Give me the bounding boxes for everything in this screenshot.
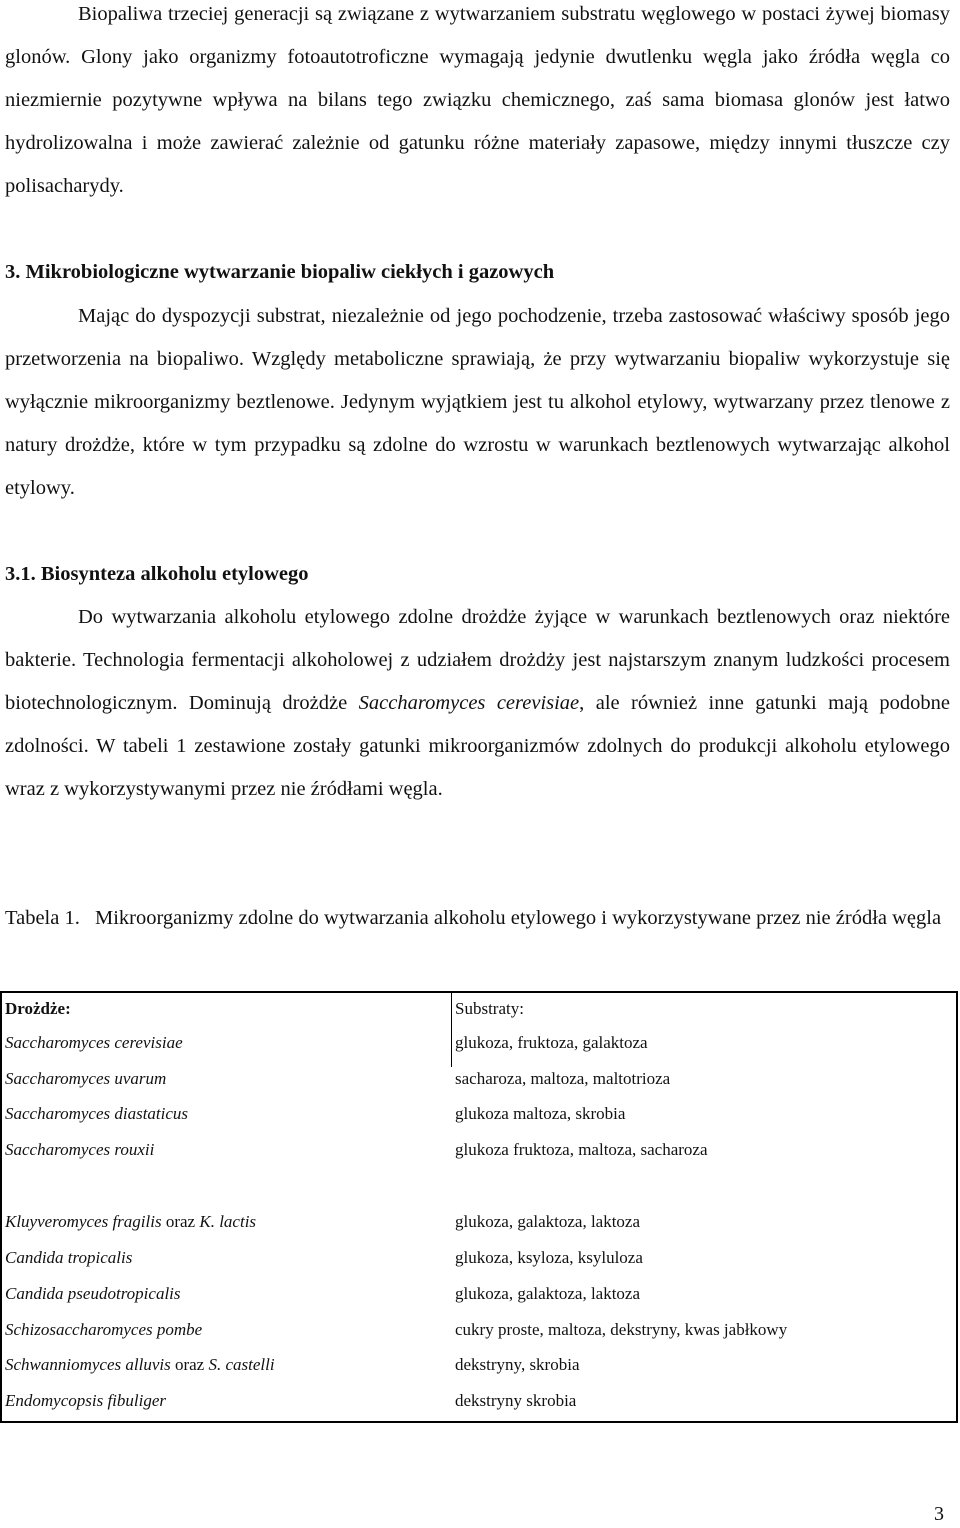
table-row-organism: Saccharomyces cerevisiae bbox=[5, 1033, 183, 1052]
table-row-substrate: glukoza maltoza, skrobia bbox=[455, 1104, 626, 1123]
table-header-divider bbox=[451, 993, 452, 1067]
table-row-substrate: glukoza, fruktoza, galaktoza bbox=[455, 1033, 648, 1052]
organism-name-second: K. lactis bbox=[199, 1212, 257, 1231]
section-3-1-paragraph bbox=[5, 596, 950, 811]
table-header-yeasts: Drożdże: bbox=[5, 999, 71, 1018]
table-row-substrate: dekstryny skrobia bbox=[455, 1391, 577, 1410]
table-caption bbox=[5, 897, 950, 940]
page-number: 3 bbox=[934, 1503, 944, 1525]
table-row-organism bbox=[5, 1211, 256, 1233]
table-header-substrates: Substraty: bbox=[455, 999, 524, 1018]
table-row-organism: Candida tropicalis bbox=[5, 1248, 133, 1267]
section-3-1-heading: 3.1. Biosynteza alkoholu etylowego bbox=[5, 563, 309, 585]
section-3-1-text-before: Do wytwarzania alkoholu etylowego zdolne drożdże żyjące w warunkach beztlenowych oraz niektóre bakterie. Technologia fermentacji alkoholowej z udziałem drożdży jest najstarszym znanym ludzkości procesem biotechnologicznym. Dominują drożdże bbox=[5, 606, 950, 714]
table-row-substrate: sacharoza, maltoza, maltotrioza bbox=[455, 1069, 671, 1088]
section-3-1-text-after: , ale również inne gatunki mają podobne zdolności. W tabeli 1 zestawione zostały gatunki mikroorganizmów zdolnych do produkcji alkoholu etylowego wraz z wykorzystywanymi przez nie źródłami węgla. bbox=[5, 692, 951, 800]
table-caption-number: Tabela 1. bbox=[5, 907, 80, 929]
table-row-organism: Saccharomyces diastaticus bbox=[5, 1104, 189, 1123]
paragraph-third-generation-biofuels: Biopaliwa trzeciej generacji są związane z wytwarzaniem substratu węglowego w postaci żywej biomasy glonów. Glony jako organizmy fotoautotroficzne wymagają jedynie dwutlenku węgla jako źródła węgla co niezmiernie pozytywne wpływa na bilans tego związku chemicznego, zaś sama biomasa glonów jest łatwo hydrolizowalna i może zawierać zależnie od gatunku różne materiały zapasowe, między innymi tłuszcze czy polisacharydy. bbox=[5, 3, 950, 197]
table-row-organism bbox=[5, 1354, 275, 1376]
table-row-substrate: cukry proste, maltoza, dekstryny, kwas jabłkowy bbox=[455, 1320, 788, 1339]
table-row-substrate: glukoza, ksyloza, ksyluloza bbox=[455, 1248, 643, 1267]
section-3-paragraph: Mając do dyspozycji substrat, niezależnie od jego pochodzenie, trzeba zastosować właściwy sposób jego przetworzenia na biopaliwo. Względy metaboliczne sprawiają, że przy wytwarzaniu biopaliw wykorzystuje się wyłącznie mikroorganizmy beztlenowe. Jedynym wyjątkiem jest tu alkohol etylowy, wytwarzany przez tlenowe z natury drożdże, które w tym przypadku są zdolne do wzrostu w warunkach beztlenowych wytwarzając alkohol etylowy. bbox=[5, 305, 950, 499]
table-row-organism: Endomycopsis fibuliger bbox=[5, 1391, 167, 1410]
table-caption-text: Mikroorganizmy zdolne do wytwarzania alkoholu etylowego i wykorzystywane przez nie źródła węgla bbox=[94, 907, 942, 929]
organism-conjunction: oraz bbox=[165, 1212, 196, 1231]
table-row-organism: Schizosaccharomyces pombe bbox=[5, 1320, 203, 1339]
table-row-substrate: glukoza fruktoza, maltoza, sacharoza bbox=[455, 1140, 708, 1159]
organism-conjunction: oraz bbox=[174, 1355, 205, 1374]
organism-name: Schwanniomyces alluvis bbox=[5, 1355, 171, 1374]
table-row-organism: Saccharomyces rouxii bbox=[5, 1140, 155, 1159]
microorganisms-table bbox=[0, 991, 958, 1423]
table-row-substrate: glukoza, galaktoza, laktoza bbox=[455, 1284, 641, 1303]
organism-name: Kluyveromyces fragilis bbox=[5, 1212, 162, 1231]
table-row-substrate: glukoza, galaktoza, laktoza bbox=[455, 1212, 641, 1231]
table-row-organism: Saccharomyces uvarum bbox=[5, 1069, 167, 1088]
organism-name-second: S. castelli bbox=[208, 1355, 275, 1374]
table-row-organism: Candida pseudotropicalis bbox=[5, 1284, 181, 1303]
table-row-substrate: dekstryny, skrobia bbox=[455, 1355, 580, 1374]
section-3-1-species-italic: Saccharomyces cerevisiae bbox=[358, 692, 580, 714]
section-3-heading: 3. Mikrobiologiczne wytwarzanie biopaliw ciekłych i gazowych bbox=[5, 261, 555, 283]
